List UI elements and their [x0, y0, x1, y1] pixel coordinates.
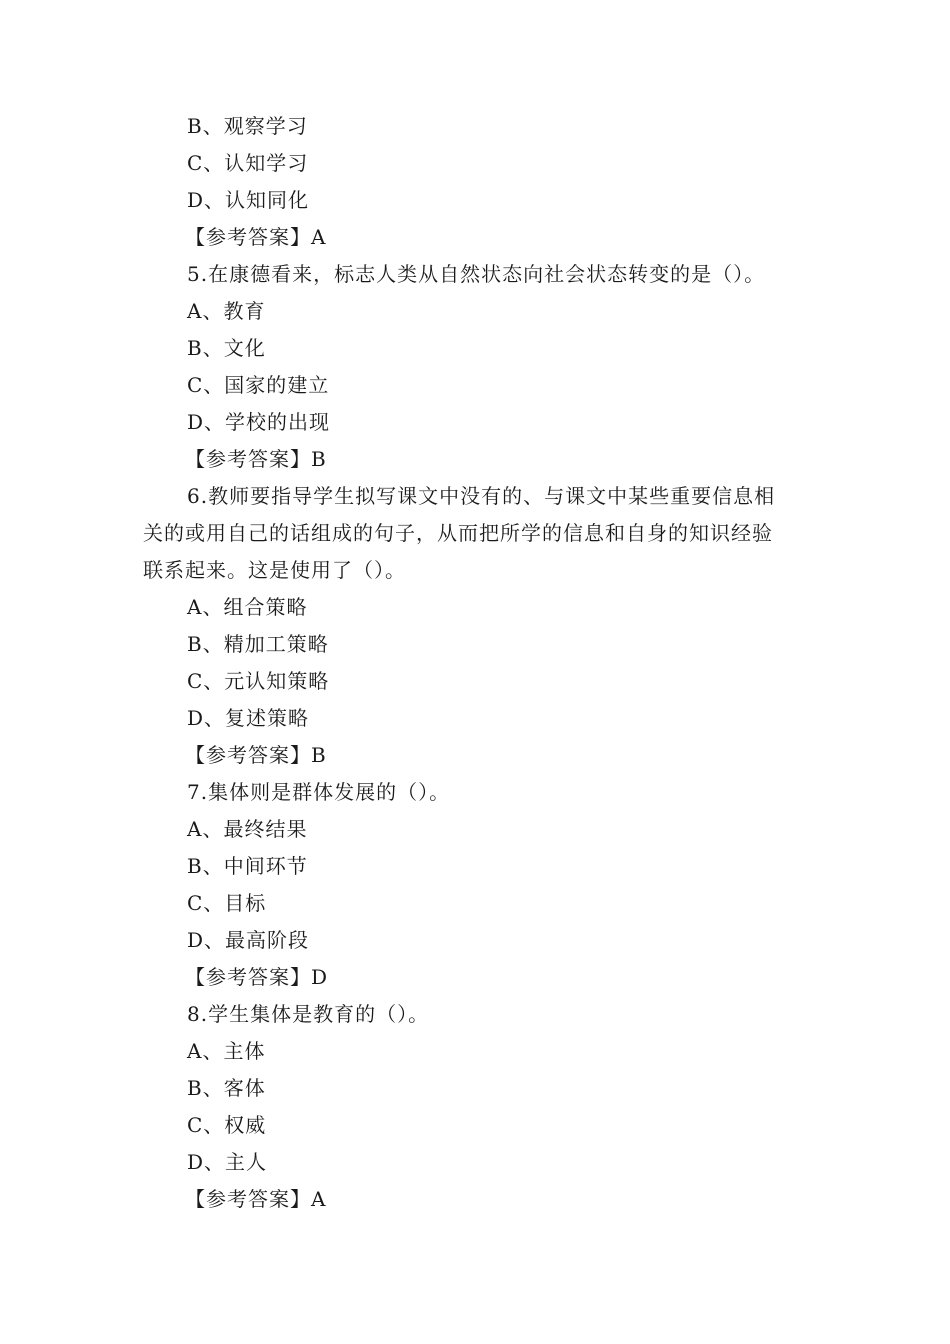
option-d: D、主人	[187, 1150, 268, 1174]
option-b: B、观察学习	[187, 114, 308, 138]
option-c: C、目标	[187, 891, 267, 915]
question-5: 5.在康德看来，标志人类从自然状态向社会状态转变的是（）。	[187, 262, 766, 286]
question-6-continued: 联系起来。这是使用了（）。	[143, 558, 406, 582]
option-b: B、文化	[187, 336, 266, 360]
question-8: 8.学生集体是教育的（）。	[187, 1002, 430, 1026]
question-6: 6.教师要指导学生拟写课文中没有的、与课文中某些重要信息相	[187, 484, 776, 508]
option-d: D、最高阶段	[187, 928, 310, 952]
option-a: A、教育	[187, 299, 266, 323]
reference-answer: 【参考答案】A	[185, 225, 327, 249]
option-c: C、认知学习	[187, 151, 309, 175]
reference-answer: 【参考答案】B	[185, 447, 327, 471]
option-d: D、学校的出现	[187, 410, 331, 434]
option-d: D、复述策略	[187, 706, 310, 730]
option-a: A、最终结果	[187, 817, 308, 841]
option-c: C、国家的建立	[187, 373, 330, 397]
option-c: C、权威	[187, 1113, 267, 1137]
question-7: 7.集体则是群体发展的（）。	[187, 780, 451, 804]
option-a: A、主体	[187, 1039, 266, 1063]
reference-answer: 【参考答案】A	[185, 1187, 327, 1211]
option-b: B、中间环节	[187, 854, 308, 878]
option-a: A、组合策略	[187, 595, 308, 619]
question-6-continued: 关的或用自己的话组成的句子，从而把所学的信息和自身的知识经验	[143, 521, 773, 545]
reference-answer: 【参考答案】D	[185, 965, 329, 989]
option-c: C、元认知策略	[187, 669, 330, 693]
option-d: D、认知同化	[187, 188, 310, 212]
option-b: B、精加工策略	[187, 632, 329, 656]
reference-answer: 【参考答案】B	[185, 743, 327, 767]
option-b: B、客体	[187, 1076, 266, 1100]
